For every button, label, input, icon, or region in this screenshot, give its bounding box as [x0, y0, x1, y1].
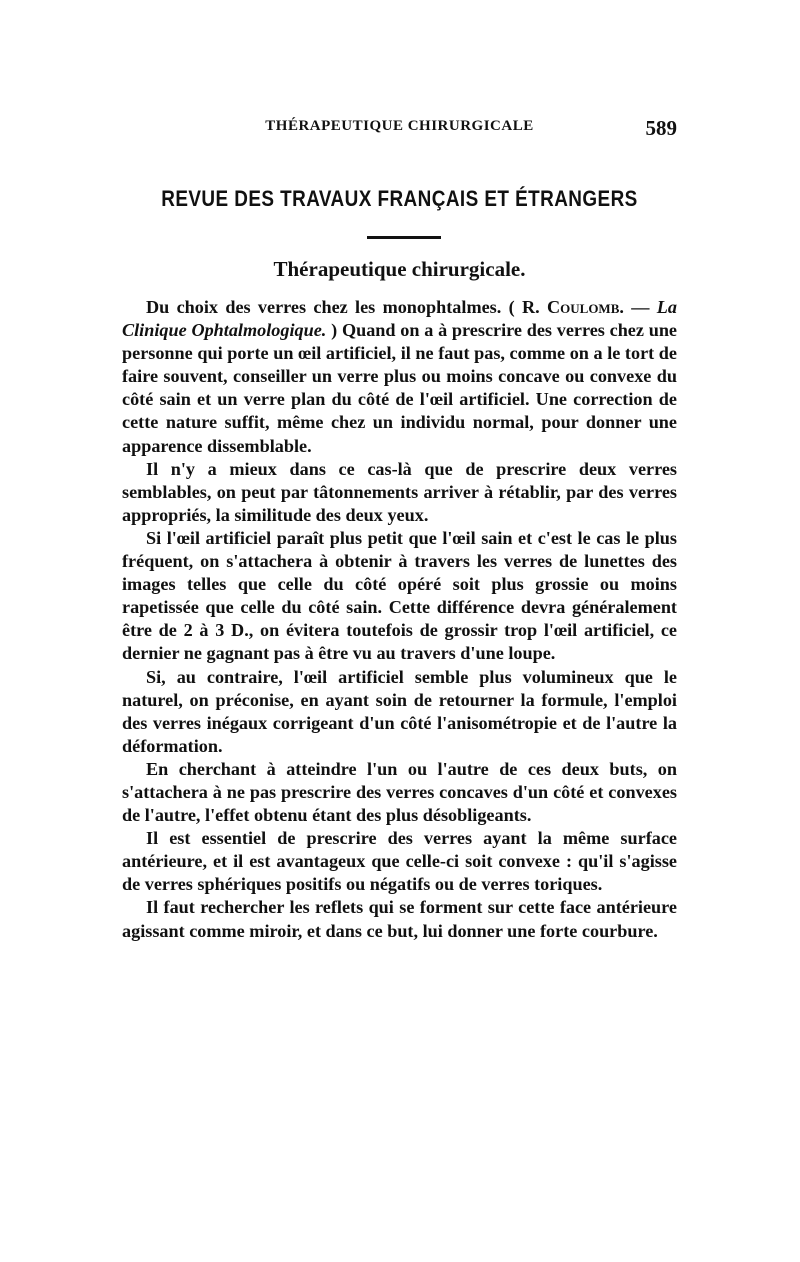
subsection-title: Thérapeutique chirurgicale.	[273, 257, 526, 281]
reference-journal: La Clinique Ophtalmologique.	[122, 297, 677, 341]
article-paragraph-6: Il est essentiel de prescrire des verres ayant la même surface antérieure, et il est avantageux que celle-ci soit convexe : qu'il s'agisse de verres sphériques positifs ou négatifs ou de verres toriques.	[122, 828, 677, 895]
reference-close: )	[326, 320, 342, 341]
running-title: THÉRAPEUTIQUE CHIRURGICALE	[265, 118, 534, 134]
article-paragraph-1	[122, 296, 677, 458]
section-title: REVUE DES TRAVAUX FRANÇAIS ET ÉTRANGERS	[161, 186, 638, 211]
running-head	[122, 116, 677, 140]
article-paragraph-5: En cherchant à atteindre l'un ou l'autre de ces deux buts, on s'attachera à ne pas prescrire des verres concaves d'un côté et convexes de l'autre, l'effet obtenu étant des plus désobligeants.	[122, 758, 677, 826]
article-paragraph-2: Il n'y a mieux dans ce cas-là que de prescrire deux verres semblables, on peut par tâtonnements arriver à rétablir, par des verres appropriés, la similitude des deux yeux.	[122, 458, 677, 525]
reference-author: Coulomb	[547, 297, 620, 317]
article-title: Du choix des verres chez les monophtalmes.	[146, 297, 502, 317]
article-paragraph-4: Si, au contraire, l'œil artificiel semble plus volumineux que le naturel, on préconise, en ayant soin de retourner la formule, l'emploi des verres inégaux corrigeant d'un côté l'anisométropie et de l'autre la déformation.	[122, 666, 677, 756]
article-paragraph-3: Si l'œil artificiel paraît plus petit que l'œil sain et c'est le cas le plus fréquent, on s'attachera à obtenir à travers les verres de lunettes des images telles que celle du côté opéré soit plus grossie ou moins rapetissée que celle du côté sain. Cette différence devra généralement être de 2 à 3 D., on évitera toutefois de grossir trop l'œil artificiel, ce dernier ne gagnant pas à être vu au travers d'une loupe.	[122, 527, 677, 664]
article-paragraph-7: Il faut rechercher les reflets qui se forment sur cette face antérieure agissant comme miroir, et dans ce but, lui donner une forte courbure.	[122, 897, 677, 941]
article-body	[122, 296, 677, 943]
page-number: 589	[645, 116, 677, 140]
reference-open: ( R.	[501, 297, 548, 317]
reference-separator: . —	[619, 297, 657, 317]
title-rule	[367, 236, 441, 239]
paragraph-text: Quand on a à prescrire des verres chez une personne qui porte un œil artificiel, il ne faut pas, comme on a le tort de faire souvent, conseiller un verre plus ou moins concave ou convexe du côté sain et un verre plan du côté de l'œil artificiel. Une correction de cette nature suffit, même chez un individu normal, pour donner une apparence dissemblable.	[122, 320, 678, 456]
